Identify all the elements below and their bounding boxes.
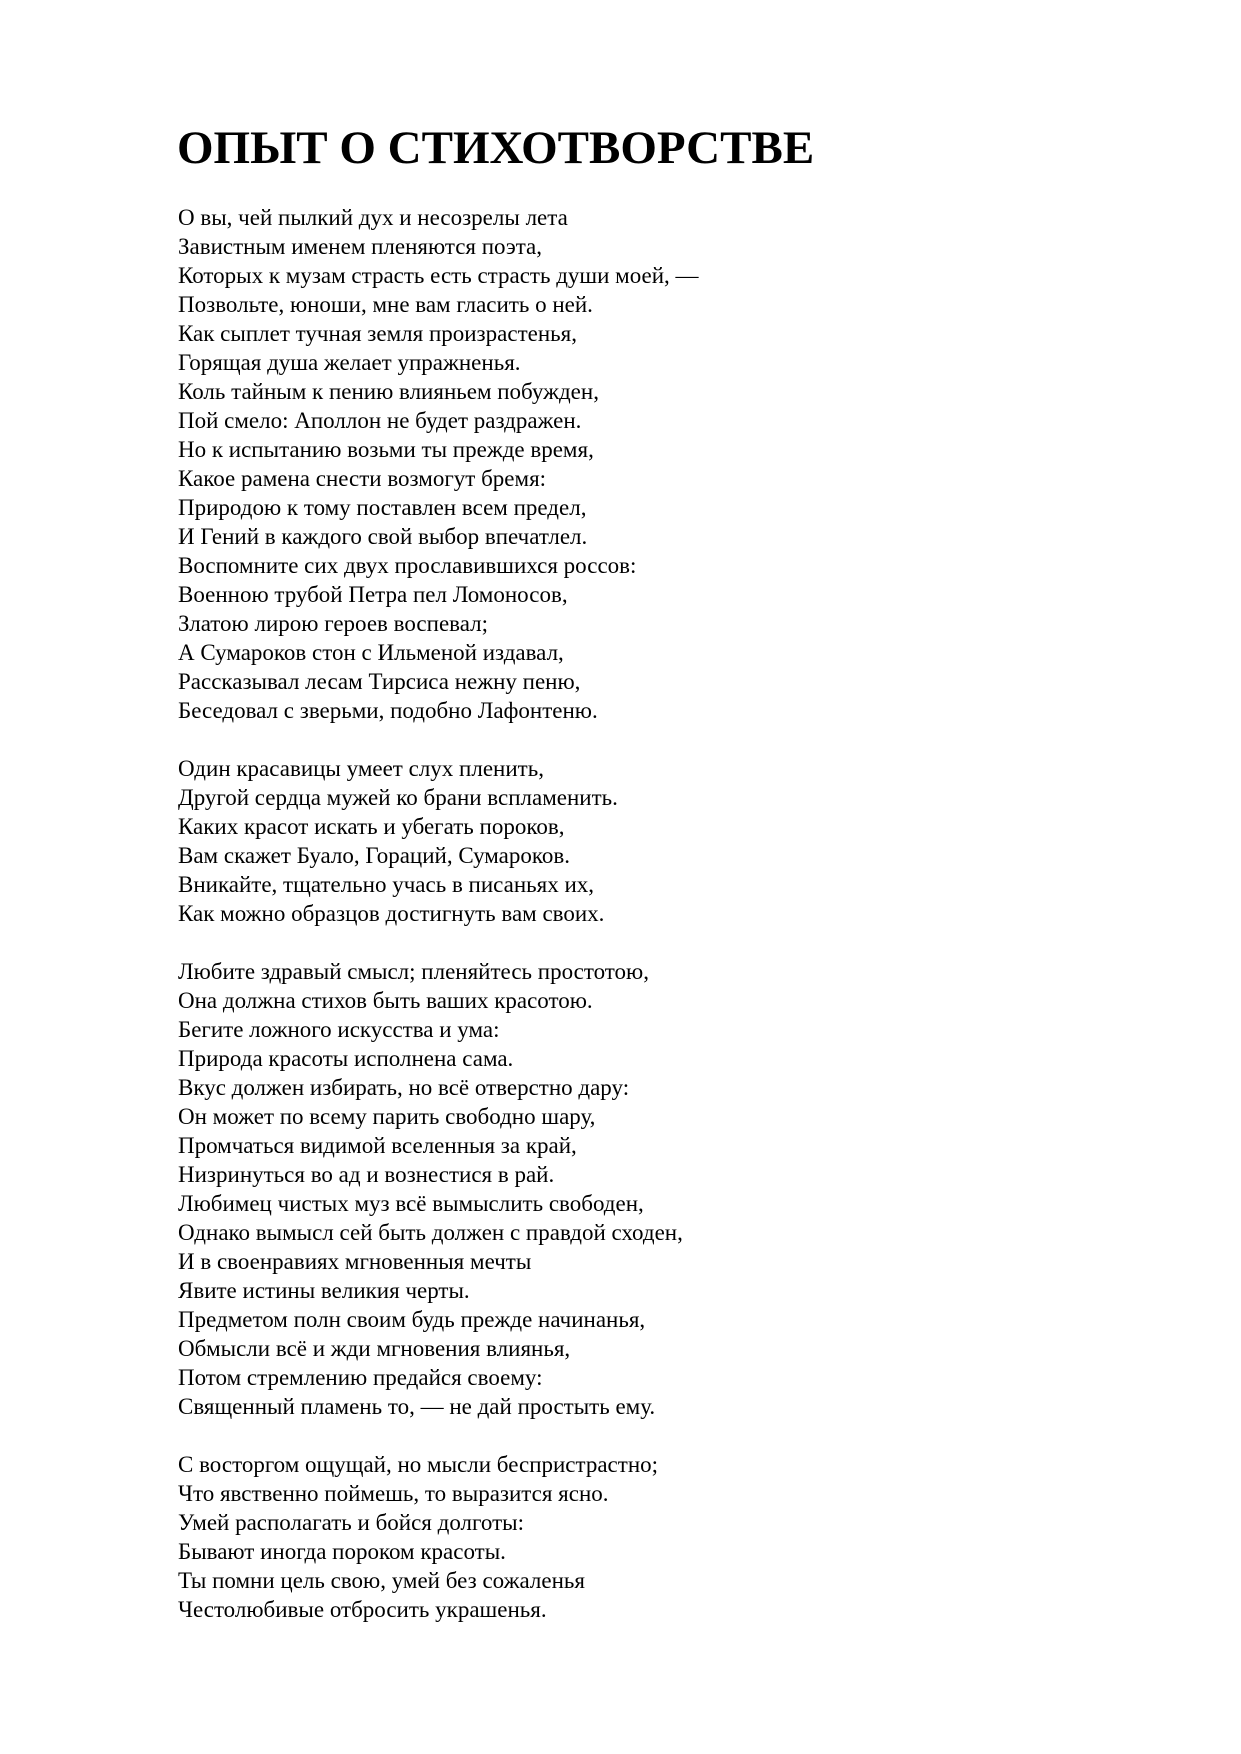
verse-line: Любите здравый смысл; пленяйтесь простотою, [178,959,649,984]
verse-line: Потом стремлению предайся своему: [178,1365,543,1390]
verse-line: Златою лирою героев воспевал; [178,611,488,636]
verse-line: Что явственно поймешь, то выразится ясно. [178,1481,609,1506]
stanza-1 [178,203,1158,725]
verse-line: Коль тайным к пению влияньем побужден, [178,379,599,404]
verse-line: Которых к музам страсть есть страсть души моей, — [178,263,699,288]
verse-line: И в своенравиях мгновенныя мечты [178,1249,532,1274]
verse-line: Позвольте, юноши, мне вам гласить о ней. [178,292,593,317]
verse-line: О вы, чей пылкий дух и несозрелы лета [178,205,568,230]
verse-line: Вкус должен избирать, но всё отверстно дару: [178,1075,630,1100]
verse-line: Однако вымысл сей быть должен с правдой сходен, [178,1220,683,1245]
verse-line: Какое рамена снести возмогут бремя: [178,466,547,491]
verse-line: Честолюбивые отбросить украшенья. [178,1597,547,1622]
verse-line: Бывают иногда пороком красоты. [178,1539,506,1564]
verse-line: Любимец чистых муз всё вымыслить свободен, [178,1191,644,1216]
verse-line: Обмысли всё и жди мгновения влиянья, [178,1336,571,1361]
verse-line: Умей располагать и бойся долготы: [178,1510,524,1535]
stanza-4 [178,1450,1158,1624]
verse-line: Ты помни цель свою, умей без сожаленья [178,1568,585,1593]
verse-line: Вам скажет Буало, Гораций, Сумароков. [178,843,571,868]
verse-line: Он может по всему парить свободно шару, [178,1104,596,1129]
verse-line: Природою к тому поставлен всем предел, [178,495,587,520]
verse-line: Военною трубой Петра пел Ломоносов, [178,582,568,607]
verse-line: Она должна стихов быть ваших красотою. [178,988,593,1013]
stanza-3 [178,957,1158,1421]
verse-line: Бегите ложного искусства и ума: [178,1017,500,1042]
verse-line: Но к испытанию возьми ты прежде время, [178,437,594,462]
verse-line: Каких красот искать и убегать пороков, [178,814,565,839]
poem-title: ОПЫТ О СТИХОТВОРСТВЕ [177,122,815,174]
poem-body [178,203,1158,1653]
verse-line: Явите истины великия черты. [178,1278,470,1303]
verse-line: С восторгом ощущай, но мысли беспристрастно; [178,1452,659,1477]
verse-line: Вникайте, тщательно учась в писаньях их, [178,872,595,897]
verse-line: Промчаться видимой вселенныя за край, [178,1133,577,1158]
verse-line: И Гений в каждого свой выбор впечатлел. [178,524,588,549]
verse-line: Другой сердца мужей ко брани вспламенить. [178,785,618,810]
verse-line: Низринуться во ад и вознестися в рай. [178,1162,555,1187]
verse-line: Воспомните сих двух прославившихся россов: [178,553,637,578]
verse-line: Природа красоты исполнена сама. [178,1046,514,1071]
stanza-2 [178,754,1158,928]
verse-line: Горящая душа желает упражненья. [178,350,521,375]
verse-line: Как можно образцов достигнуть вам своих. [178,901,605,926]
verse-line: Пой смело: Аполлон не будет раздражен. [178,408,582,433]
verse-line: Рассказывал лесам Тирсиса нежну пеню, [178,669,581,694]
verse-line: Один красавицы умеет слух пленить, [178,756,544,781]
verse-line: А Сумароков стон с Ильменой издавал, [178,640,564,665]
verse-line: Как сыплет тучная земля произрастенья, [178,321,577,346]
verse-line: Предметом полн своим будь прежде начинанья, [178,1307,646,1332]
verse-line: Беседовал с зверьми, подобно Лафонтеню. [178,698,598,723]
verse-line: Священный пламень то, — не дай простыть ему. [178,1394,656,1419]
verse-line: Завистным именем пленяются поэта, [178,234,543,259]
